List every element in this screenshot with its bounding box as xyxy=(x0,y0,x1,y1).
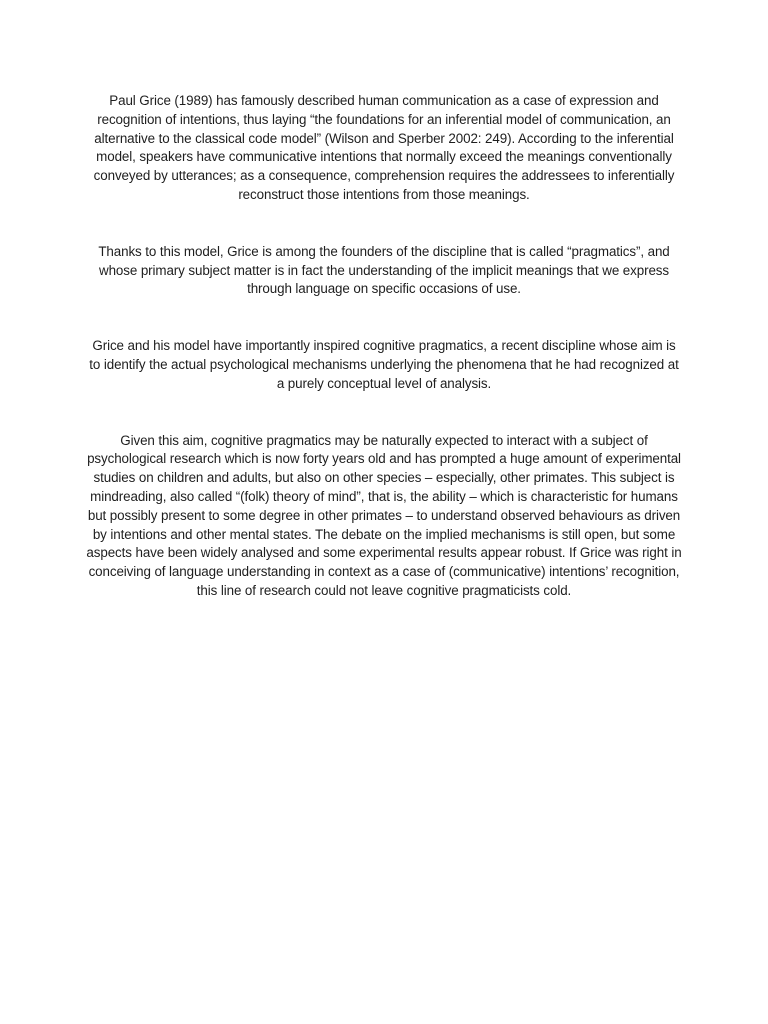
paragraph-mindreading: Given this aim, cognitive pragmatics may be naturally expected to interact with a subject of psychological research which is now forty years old and has prompted a huge amount of experimental studies on children and adults, but also on other species – especially, other primates. This subject is mindreading, also called “(folk) theory of mind”, that is, the ability – which is characteristic for humans but possibly present to some degree in other primates – to understand observed behaviours as driven by intentions and other mental states. The debate on the implied mechanisms is still open, but some aspects have been widely analysed and some experimental results appear robust. If Grice was right in conceiving of language understanding in context as a case of (communicative) intentions’ recognition, this line of research could not leave cognitive pragmaticists cold. xyxy=(86,432,682,598)
paragraph-pragmatics-founders: Thanks to this model, Grice is among the founders of the discipline that is called “pragmatics”, and whose primary subject matter is in fact the understanding of the implicit meanings that we express through language on specific occasions of use. xyxy=(98,243,670,297)
document-body xyxy=(86,92,682,601)
paragraph-grice-inferential-model: Paul Grice (1989) has famously described human communication as a case of expression and recognition of intentions, thus laying “the foundations for an inferential model of communication, an alternative to the classical code model” (Wilson and Sperber 2002: 249). According to the inferential model, speakers have communicative intentions that normally exceed the meanings conventionally conveyed by utterances; as a consequence, comprehension requires the addressees to inferentially reconstruct those intentions from those meanings. xyxy=(93,93,675,202)
paragraph-cognitive-pragmatics: Grice and his model have importantly inspired cognitive pragmatics, a recent discipline whose aim is to identify the actual psychological mechanisms underlying the phenomena that he had recognized at a purely conceptual level of analysis. xyxy=(89,338,679,391)
